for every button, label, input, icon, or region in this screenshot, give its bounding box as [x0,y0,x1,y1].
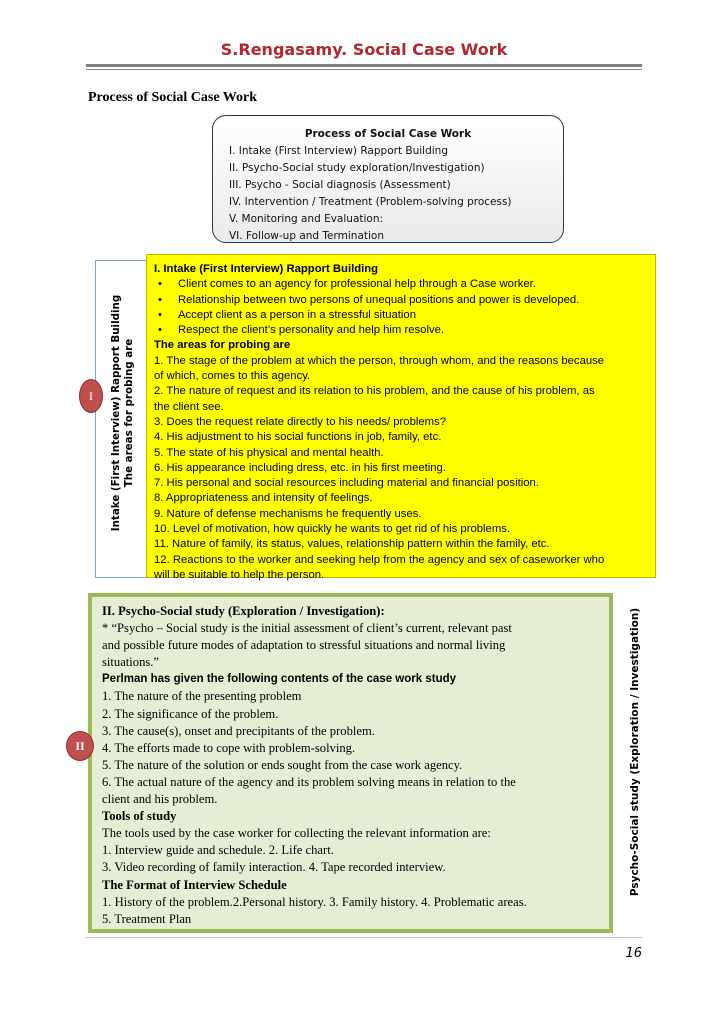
section1-bullet: • Client comes to an agency for professional help through a Case worker. [154,277,652,292]
section1-bullet: • Relationship between two persons of unequal positions and power is developed. [154,293,652,308]
section2-content-line: 3. The cause(s), onset and precipitants of the problem. [102,723,375,738]
format-heading: The Format of Interview Schedule [102,877,287,892]
bullet-dot-icon: • [158,293,162,306]
section2-content-line: 6. The actual nature of the agency and its problem solving means in relation to the [102,774,516,789]
section1-side-label-box [95,260,147,578]
section1-line: 8. Appropriateness and intensity of feelings. [154,492,373,505]
section1-bullet: • Respect the client’s personality and help him resolve. [154,323,652,338]
page-header-title: S.Rengasamy. Social Case Work [220,40,508,59]
section2-vertical-label: Psycho-Social study (Exploration / Investigation) [629,607,641,897]
section1-bullet: • Accept client as a person in a stressful situation [154,308,652,323]
section2-content-box [88,593,613,933]
header-rule [86,64,642,67]
section1-line: the client see. [154,400,224,413]
section2-quote-line: * “Psycho – Social study is the initial assessment of client’s current, relevant past [102,621,512,636]
section1-subheading: The areas for probing are [154,339,291,352]
bullet-dot-icon: • [158,278,162,291]
section2-side-label-box [620,590,650,916]
overview-item: VI. Follow-up and Termination [229,230,384,242]
section2-content-line: 4. The efforts made to cope with problem-solving. [102,740,356,755]
section1-line: 2. The nature of request and its relation to his problem, and the cause of his problem, as [154,385,595,398]
section1-line: 10. Level of motivation, how quickly he wants to get rid of his problems. [154,523,511,536]
section1-line: 9. Nature of defense mechanisms he frequently uses. [154,507,422,520]
section-title: Process of Social Case Work [88,90,258,105]
overview-title: Process of Social Case Work [304,128,472,140]
section2-content-line: 2. The significance of the problem. [102,706,279,721]
section1-line: 3. Does the request relate directly to his needs/ problems? [154,415,446,428]
section1-vertical-label-line2: The areas for probing are [123,338,135,488]
tools-line: 1. Interview guide and schedule. 2. Life chart. [102,843,334,858]
section1-vertical-label [110,258,136,568]
section1-line: 1. The stage of the problem at which the person, through whom, and the reasons because [154,354,605,367]
overview-item: V. Monitoring and Evaluation: [229,213,384,225]
section1-line: 12. Reactions to the worker and seeking help from the agency and sex of caseworker who [154,553,605,566]
process-overview-box [212,115,564,243]
section2-content-line: 5. The nature of the solution or ends sought from the case work agency. [102,757,463,772]
section1-line: 11. Nature of family, its status, values, relationship pattern within the family, etc. [154,538,550,551]
page-number: 16 [625,946,642,961]
section1-badge: I [79,379,103,413]
section1-line: 4. His adjustment to his social functions in job, family, etc. [154,431,442,444]
section2-quote-line: situations.” [102,655,160,670]
section1-line: 6. His appearance including dress, etc. in his first meeting. [154,461,446,474]
format-line: 5. Treatment Plan [102,911,192,926]
section1-content-box [146,254,656,581]
bullet-dot-icon: • [158,308,162,321]
section2-quote-line: and possible future modes of adaptation to stressful situations and normal living [102,638,506,653]
section2-content-line: client and his problem. [102,792,218,807]
section1-line: 7. His personal and social resources including material and financial position. [154,477,539,490]
format-line: 1. History of the problem.2.Personal history. 3. Family history. 4. Problematic areas. [102,894,527,909]
header-rule-thin [86,69,642,70]
section1-line: will be suitable to help the person. [154,568,325,581]
overview-item: IV. Intervention / Treatment (Problem-solving process) [229,196,512,208]
section1-line: of which, comes to this agency. [154,370,311,383]
overview-item: III. Psycho - Social diagnosis (Assessment) [229,179,451,191]
perlman-heading: Perlman has given the following contents of the case work study [102,673,457,686]
section2-content-line: 1. The nature of the presenting problem [102,689,302,704]
overview-item: I. Intake (First Interview) Rapport Building [229,145,448,157]
tools-heading: Tools of study [102,809,177,824]
section1-heading: I. Intake (First Interview) Rapport Building [154,263,379,275]
section2-heading: II. Psycho-Social study (Exploration / Investigation): [102,604,385,618]
footer-rule [86,937,642,938]
tools-line: 3. Video recording of family interaction. 4. Tape recorded interview. [102,860,446,875]
bullet-dot-icon: • [158,324,162,337]
section1-vertical-label-line1: Intake (First Interview) Rapport Building [110,294,122,532]
overview-item: II. Psycho-Social study exploration/Investigation) [229,162,485,174]
overview-list [229,143,512,243]
section1-line: 5. The state of his physical and mental health. [154,446,384,459]
tools-line: The tools used by the case worker for collecting the relevant information are: [102,826,491,841]
section2-badge: II [66,731,94,761]
